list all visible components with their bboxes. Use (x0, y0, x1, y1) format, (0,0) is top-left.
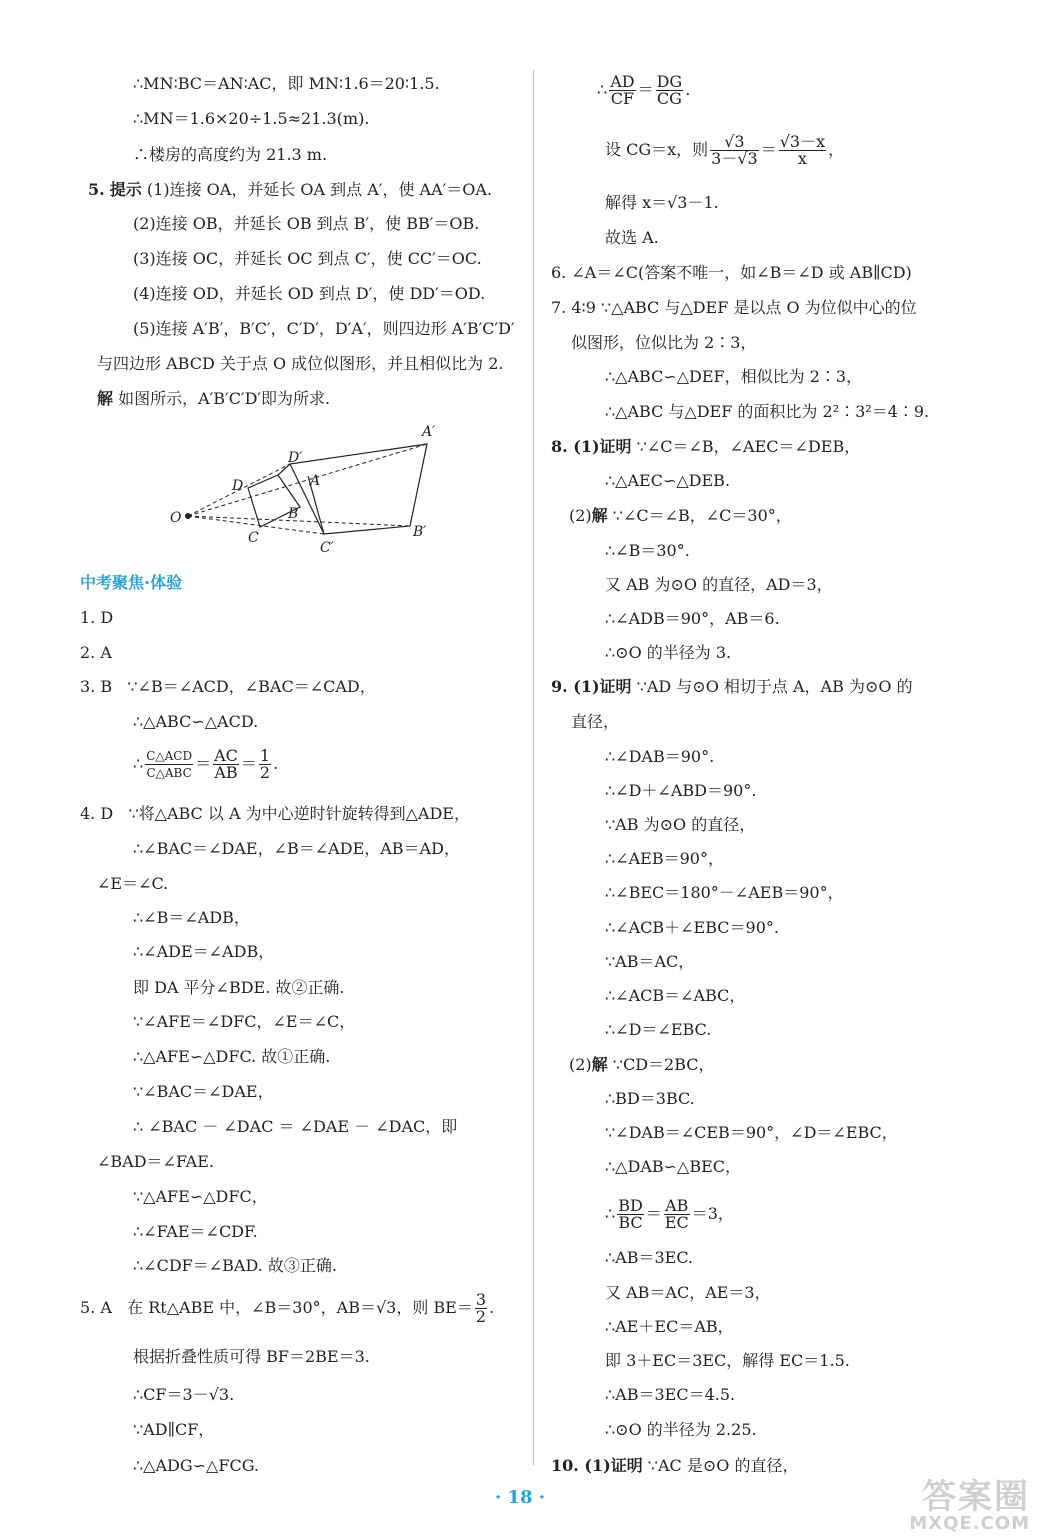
text-line: ∴∠D＝∠EBC. (605, 1020, 712, 1039)
denominator: 3－√3 (711, 149, 758, 168)
center-point-o (185, 513, 191, 519)
text-line: ∵∠DAB＝∠CEB＝90°，∠D＝∠EBC， (605, 1123, 898, 1142)
watermark-domain: MXQE.COM (909, 1513, 1030, 1534)
proof-label: 证明 (599, 437, 632, 456)
text-line: ∴∠ADB＝90°，AB＝6. (605, 609, 780, 628)
proof-label: 证明 (610, 1456, 643, 1475)
text-line: 即 3＋EC＝3EC，解得 EC＝1.5. (605, 1351, 850, 1370)
numerator: C△ACD (146, 749, 193, 763)
denominator: CG (656, 89, 682, 108)
denominator: C△ABC (146, 766, 192, 780)
fraction-line (605, 134, 844, 167)
column-divider (533, 70, 534, 1465)
solution-line (97, 389, 330, 409)
solution-label: 解 (591, 506, 608, 525)
text-span: ＝ (760, 140, 777, 159)
answer-line (80, 1292, 494, 1325)
text-span: ＝ (645, 1204, 662, 1223)
denominator: 2 (475, 1307, 487, 1326)
text-span: ∵AC 是⊙O 的直径， (647, 1456, 799, 1475)
label-a-prime: A′ (422, 424, 436, 440)
text-line: ∴MN＝1.6×20÷1.5≈21.3(m). (133, 109, 370, 128)
question-10-line (551, 1456, 798, 1476)
text-span: ∵∠B＝∠ACD，∠BAC＝∠CAD， (127, 677, 376, 696)
text-line: ∴∠BEC＝180°－∠AEB＝90°， (605, 883, 844, 902)
text-line: ∴∠B＝30°. (605, 541, 690, 560)
text-line: 似图形，位似比为 2∶3， (571, 333, 757, 352)
denominator: AB (214, 763, 238, 782)
text-line: ∵∠AFE＝∠DFC，∠E＝∠C， (133, 1012, 356, 1031)
text-span: (1)连接 OA，并延长 OA 到点 A′，使 AA′＝OA. (146, 180, 493, 199)
question-number: 8. (1) (551, 437, 600, 456)
text-line: ∴∠CDF＝∠BAD. 故③正确. (133, 1256, 337, 1275)
text-line: ∵AD∥CF， (133, 1420, 215, 1439)
text-span: 设 CG＝x，则 (605, 140, 709, 159)
text-line: ∠BAD＝∠FAE. (97, 1152, 214, 1171)
text-span: 在 Rt△ABE 中，∠B＝30°，AB＝√3，则 BE＝ (127, 1298, 473, 1317)
text-span: 如图所示，A′B′C′D′即为所求. (118, 389, 331, 408)
numerator: √3－x (779, 132, 826, 151)
text-span: ∵AD 与⊙O 相切于点 A，AB 为⊙O 的 (636, 677, 913, 696)
fraction (145, 748, 193, 781)
text-span: ∵∠C＝∠B，∠C＝30°， (612, 506, 792, 525)
fraction-line (133, 748, 278, 781)
text-line: ∴△ABC∽△DEF，相似比为 2∶3， (605, 367, 863, 386)
numerator: BD (618, 1196, 643, 1215)
text-line: ∴∠B＝∠ADB， (133, 908, 250, 927)
text-span: . (685, 80, 691, 99)
label-c-prime: C′ (320, 540, 334, 556)
text-line: ∴⊙O 的半径为 3. (605, 643, 732, 662)
text-line: 故选 A. (605, 228, 659, 247)
label-a: A (310, 473, 321, 489)
text-line: (2)连接 OB，并延长 OB 到点 B′，使 BB′＝OB. (133, 214, 480, 233)
text-span: ∵将△ABC 以 A 为中心逆时针旋转得到△ADE， (128, 804, 470, 823)
fraction-line (597, 74, 690, 107)
denominator: 2 (259, 763, 271, 782)
label-b-prime: B′ (413, 524, 427, 540)
text-line: ∴AB＝3EC. (605, 1248, 694, 1267)
text-line: 与四边形 ABCD 关于点 O 成位似图形，并且相似比为 2. (97, 354, 504, 373)
fraction (656, 74, 684, 107)
answer-line (80, 804, 470, 824)
numerator: AB (665, 1196, 689, 1215)
page-number: · 18 · (494, 1487, 546, 1508)
label-o: O (170, 510, 182, 526)
text-line: ∴△AEC∽△DEB. (605, 471, 731, 490)
text-line: ∴∠ACB＋∠EBC＝90°. (605, 918, 779, 937)
label-d-prime: D′ (288, 450, 303, 466)
ray-o-a2 (188, 444, 427, 516)
homothety-figure (160, 418, 460, 563)
text-span: . (489, 1298, 495, 1317)
denominator: x (797, 149, 807, 168)
ray-o-b2 (188, 516, 410, 526)
text-line: ∴∠FAE＝∠CDF. (133, 1222, 258, 1241)
denominator: BC (618, 1213, 643, 1232)
text-span: ＝ (195, 754, 212, 773)
text-line: 即 DA 平分∠BDE. 故②正确. (133, 978, 345, 997)
text-line: 根据折叠性质可得 BF＝2BE＝3. (133, 1347, 370, 1366)
text-line: ∴AE＋EC＝AB， (605, 1317, 734, 1336)
numerator: AC (214, 746, 238, 765)
question-number: 10. (1) (551, 1456, 611, 1475)
text-line: ∴△DAB∽△BEC， (605, 1157, 742, 1176)
label-d: D (232, 478, 244, 494)
answer-line: 6. ∠A＝∠C(答案不唯一，如∠B＝∠D 或 AB∥CD) (551, 263, 912, 282)
text-line: ∴⊙O 的半径为 2.25. (605, 1420, 757, 1439)
numerator: DG (656, 72, 683, 91)
numerator: 3 (475, 1290, 487, 1309)
question-number: 9. (1) (551, 677, 600, 696)
text-line: ∴∠DAB＝90°. (605, 747, 715, 766)
fraction (779, 134, 826, 167)
text-span: ∵∠C＝∠B，∠AEC＝∠DEB， (636, 437, 861, 456)
question-number: 5. (88, 180, 105, 199)
section-heading: 中考聚焦·体验 (80, 573, 183, 592)
text-span: ∴ (133, 754, 144, 773)
text-line: ∵AB 为⊙O 的直径， (605, 815, 756, 834)
text-line: ∴AB＝3EC＝4.5. (605, 1385, 736, 1404)
answer-head: 3. B (80, 677, 113, 696)
proof-label: 证明 (599, 677, 632, 696)
watermark-logo-text: 答案圈 (922, 1477, 1030, 1517)
solution-line (569, 1055, 715, 1075)
text-span: ∴ (605, 1204, 616, 1223)
answer-line: 1. D (80, 608, 114, 627)
text-line: 直径， (571, 712, 620, 731)
question-5-line (88, 180, 492, 200)
text-line: ∵△AFE∽△DFC， (133, 1187, 268, 1206)
text-span: ＝ (240, 754, 257, 773)
numerator: AD (610, 72, 635, 91)
answer-line (80, 677, 376, 697)
text-line: ∴△ABC∽△ACD. (133, 712, 259, 731)
text-line: ∴△ADG∽△FCG. (133, 1456, 259, 1475)
label-b: B (288, 506, 299, 522)
text-line: (5)连接 A′B′，B′C′，C′D′，D′A′，则四边形 A′B′C′D′ (133, 319, 515, 338)
text-span: ∴ (597, 80, 608, 99)
solution-label: 解 (591, 1055, 608, 1074)
text-line: ∴△ABC 与△DEF 的面积比为 2²∶3²＝4∶9. (605, 402, 930, 421)
text-line: ∴CF＝3－√3. (133, 1385, 235, 1404)
fraction (259, 748, 271, 781)
text-line: ∴ ∠BAC － ∠DAC ＝ ∠DAE － ∠DAC，即 (133, 1117, 458, 1136)
answer-head: 5. A (80, 1298, 112, 1317)
fraction (710, 134, 759, 167)
fraction (609, 74, 635, 107)
text-line: ∴∠D＋∠ABD＝90°. (605, 781, 757, 800)
question-9-line (551, 677, 913, 697)
text-line: 解得 x＝√3－1. (605, 193, 719, 212)
text-line: ∵∠BAC＝∠DAE， (133, 1082, 274, 1101)
answer-line: 2. A (80, 643, 112, 662)
denominator: EC (664, 1213, 689, 1232)
text-line: ∴∠ACB＝∠ABC， (605, 986, 746, 1005)
text-span: ＝3， (691, 1204, 734, 1223)
text-line: ∴楼房的高度约为 21.3 m. (133, 145, 328, 164)
text-line: ∴∠BAC＝∠DAE，∠B＝∠ADE，AB＝AD， (133, 839, 460, 858)
solution-line (569, 506, 792, 526)
hint-label: 提示 (109, 180, 142, 199)
denominator: CF (610, 89, 635, 108)
fraction (617, 1198, 644, 1231)
text-line: ∴△AFE∽△DFC. 故①正确. (133, 1047, 331, 1066)
solution-label: 解 (97, 389, 114, 408)
fraction (475, 1292, 487, 1325)
text-line: ∴∠ADE＝∠ADB， (133, 942, 275, 961)
label-c: C (248, 530, 259, 546)
text-span: . (273, 754, 279, 773)
text-line: ∴BD＝3BC. (605, 1089, 695, 1108)
part-number: (2) (569, 1055, 592, 1074)
text-line: (4)连接 OD，并延长 OD 到点 D′，使 DD′＝OD. (133, 284, 486, 303)
quadrilateral-a2b2c2d2 (290, 444, 427, 534)
answer-head: 4. D (80, 804, 114, 823)
numerator: 1 (259, 746, 271, 765)
numerator: √3 (710, 134, 759, 151)
question-8-line (551, 437, 860, 457)
text-line: 又 AB 为⊙O 的直径，AD＝3， (605, 575, 833, 594)
text-line: ∴∠AEB＝90°， (605, 849, 724, 868)
fraction (664, 1198, 690, 1231)
fraction-line (605, 1198, 734, 1231)
text-span: ∵CD＝2BC， (612, 1055, 715, 1074)
text-line: (3)连接 OC，并延长 OC 到点 C′，使 CC′＝OC. (133, 249, 482, 268)
watermark (870, 1477, 1030, 1536)
text-line: ∴MN∶BC＝AN∶AC，即 MN∶1.6＝20∶1.5. (133, 74, 440, 93)
text-line: ∵AB＝AC， (605, 952, 695, 971)
text-line: ∠E＝∠C. (97, 874, 169, 893)
fraction (213, 748, 239, 781)
text-line: 又 AB＝AC，AE＝3， (605, 1283, 771, 1302)
part-number: (2) (569, 506, 592, 525)
text-span: ＝ (637, 80, 654, 99)
text-span: ， (828, 140, 845, 159)
answer-line: 7. 4∶9 ∵△ABC 与△DEF 是以点 O 为位似中心的位 (551, 298, 917, 317)
